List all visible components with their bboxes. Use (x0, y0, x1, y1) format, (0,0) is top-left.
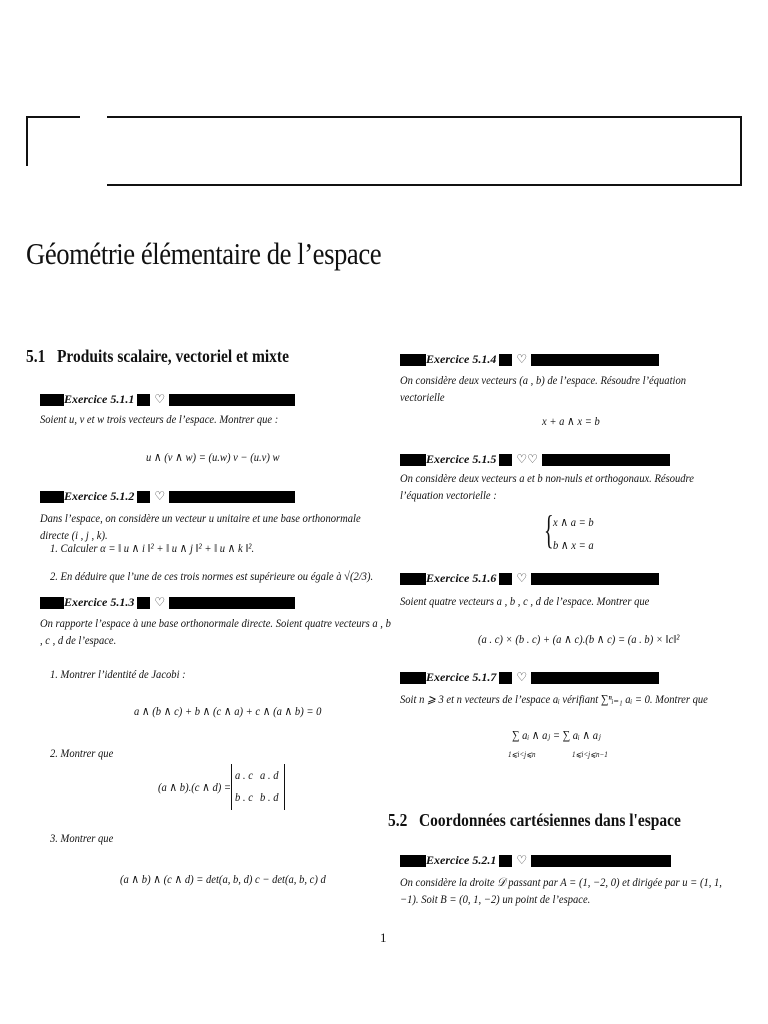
redaction-bar (400, 672, 426, 684)
math-formula: u ∧ (v ∧ w) = (u.w) v − (u.v) w (146, 450, 280, 464)
exercise-label: Exercice 5.1.2 (64, 489, 135, 503)
exercise-header (40, 489, 295, 504)
list-item: 1. Calculer α = ‖ u ∧ i ‖² + ‖ u ∧ j ‖² + ‖ u ∧ k ‖². (50, 541, 255, 555)
redaction-bar (542, 454, 670, 466)
exercise-label: Exercice 5.1.1 (64, 392, 135, 406)
matrix-cell: a . c (235, 768, 253, 782)
determinant-matrix (231, 764, 285, 810)
determinant-formula (158, 764, 288, 812)
redaction-bar (499, 354, 512, 366)
difficulty-hearts: ♡ (516, 670, 528, 684)
exercise-statement: Dans l’espace, on considère un vecteur u unitaire et une base orthonormale directe (i , j , k). (40, 511, 361, 542)
math-formula: (a . c) × (b . c) + (a ∧ c).(b ∧ c) = (a . b) × ‖c‖² (478, 632, 680, 646)
exercise-label: Exercice 5.1.3 (64, 595, 135, 609)
list-item: 2. En déduire que l’une de ces trois normes est supérieure ou égale à √(2/3). (50, 569, 374, 583)
redaction-bar (169, 394, 295, 406)
exercise-statement: On considère la droite 𝒟 passant par A = (1, −2, 0) et dirigée par u = (1, 1, −1). Soit B = (0, 1, −2) un point de l’espace. (400, 875, 722, 906)
page-number: 1 (380, 930, 387, 945)
matrix-cell: a . d (260, 768, 279, 782)
difficulty-hearts: ♡ (154, 489, 166, 503)
system-equation: x ∧ a = b (553, 515, 594, 529)
list-item: 1. Montrer l’identité de Jacobi : (50, 667, 186, 681)
section-number: 5.2 (388, 810, 408, 830)
sum-subscript: 1⩽i<j⩽n (508, 750, 536, 759)
redaction-bar (531, 354, 659, 366)
redaction-bar (531, 672, 659, 684)
difficulty-hearts: ♡ (154, 595, 166, 609)
redaction-bar (531, 855, 671, 867)
difficulty-hearts: ♡♡ (516, 452, 538, 466)
redaction-bar (40, 394, 64, 406)
exercise-statement: On considère deux vecteurs (a , b) de l’espace. Résoudre l’équation vectorielle (400, 373, 687, 404)
redaction-bar (400, 454, 426, 466)
exercise-header (400, 571, 659, 586)
exercise-label: Exercice 5.1.6 (426, 571, 497, 585)
math-formula: x + a ∧ x = b (542, 414, 600, 428)
header-rule-vertical (26, 116, 28, 166)
difficulty-hearts: ♡ (516, 571, 528, 585)
list-item: 2. Montrer que (50, 746, 114, 760)
exercise-label: Exercice 5.1.4 (426, 352, 497, 366)
math-formula: a ∧ (b ∧ c) + b ∧ (c ∧ a) + c ∧ (a ∧ b) = 0 (134, 704, 322, 718)
equation-system (544, 507, 604, 558)
matrix-cell: b . d (260, 790, 279, 804)
exercise-statement: Soient quatre vecteurs a , b , c , d de l’espace. Montrer que (400, 594, 650, 608)
redaction-bar (40, 597, 64, 609)
exercise-header (400, 452, 670, 467)
exercise-label: Exercice 5.1.7 (426, 670, 497, 684)
exercise-header (40, 392, 295, 407)
redaction-bar (137, 394, 150, 406)
math-formula: ∑ aᵢ ∧ aⱼ = ∑ aᵢ ∧ aⱼ (512, 728, 601, 742)
redaction-bar (40, 491, 64, 503)
determinant-lhs: (a ∧ b).(c ∧ d) = (158, 780, 232, 794)
section-title: Produits scalaire, vectoriel et mixte (56, 346, 289, 366)
exercise-statement: Soient u, v et w trois vecteurs de l’espace. Montrer que : (40, 412, 279, 426)
brace: { (544, 507, 554, 552)
math-formula: (a ∧ b) ∧ (c ∧ d) = det(a, b, d) c − det(a, b, c) d (120, 872, 326, 886)
section-heading (26, 346, 289, 367)
exercise-header (40, 595, 295, 610)
sum-subscript: 1⩽i<j⩽n−1 (572, 750, 608, 759)
exercise-statement: On rapporte l’espace à une base orthonormale directe. Soient quatre vecteurs a , b , c , d de l’espace. (40, 616, 391, 647)
redaction-bar (499, 573, 512, 585)
header-rule-left (26, 116, 80, 118)
section-heading (388, 810, 681, 831)
exercise-header (400, 670, 659, 685)
redaction-bar (137, 491, 150, 503)
list-item: 3. Montrer que (50, 831, 114, 845)
redaction-bar (400, 855, 426, 867)
section-title: Coordonnées cartésiennes dans l'espace (418, 810, 681, 830)
redaction-bar (400, 354, 426, 366)
redaction-bar (499, 855, 512, 867)
exercise-header (400, 853, 671, 868)
chapter-header-frame (107, 116, 742, 186)
system-equation: b ∧ x = a (553, 538, 594, 552)
exercise-statement: On considère deux vecteurs a et b non-nuls et orthogonaux. Résoudre l’équation vectorielle : (400, 471, 694, 502)
difficulty-hearts: ♡ (516, 853, 528, 867)
matrix-cell: b . c (235, 790, 253, 804)
exercise-label: Exercice 5.1.5 (426, 452, 497, 466)
exercise-label: Exercice 5.2.1 (426, 853, 497, 867)
exercise-header (400, 352, 659, 367)
redaction-bar (169, 491, 295, 503)
exercise-statement: Soit n ⩾ 3 et n vecteurs de l’espace aᵢ vérifiant ∑ⁿᵢ₌₁ aᵢ = 0. Montrer que (400, 692, 708, 706)
redaction-bar (169, 597, 295, 609)
redaction-bar (137, 597, 150, 609)
difficulty-hearts: ♡ (154, 392, 166, 406)
difficulty-hearts: ♡ (516, 352, 528, 366)
section-number: 5.1 (26, 346, 46, 366)
redaction-bar (499, 672, 512, 684)
redaction-bar (499, 454, 512, 466)
redaction-bar (400, 573, 426, 585)
redaction-bar (531, 573, 659, 585)
chapter-title: Géométrie élémentaire de l’espace (26, 236, 382, 271)
